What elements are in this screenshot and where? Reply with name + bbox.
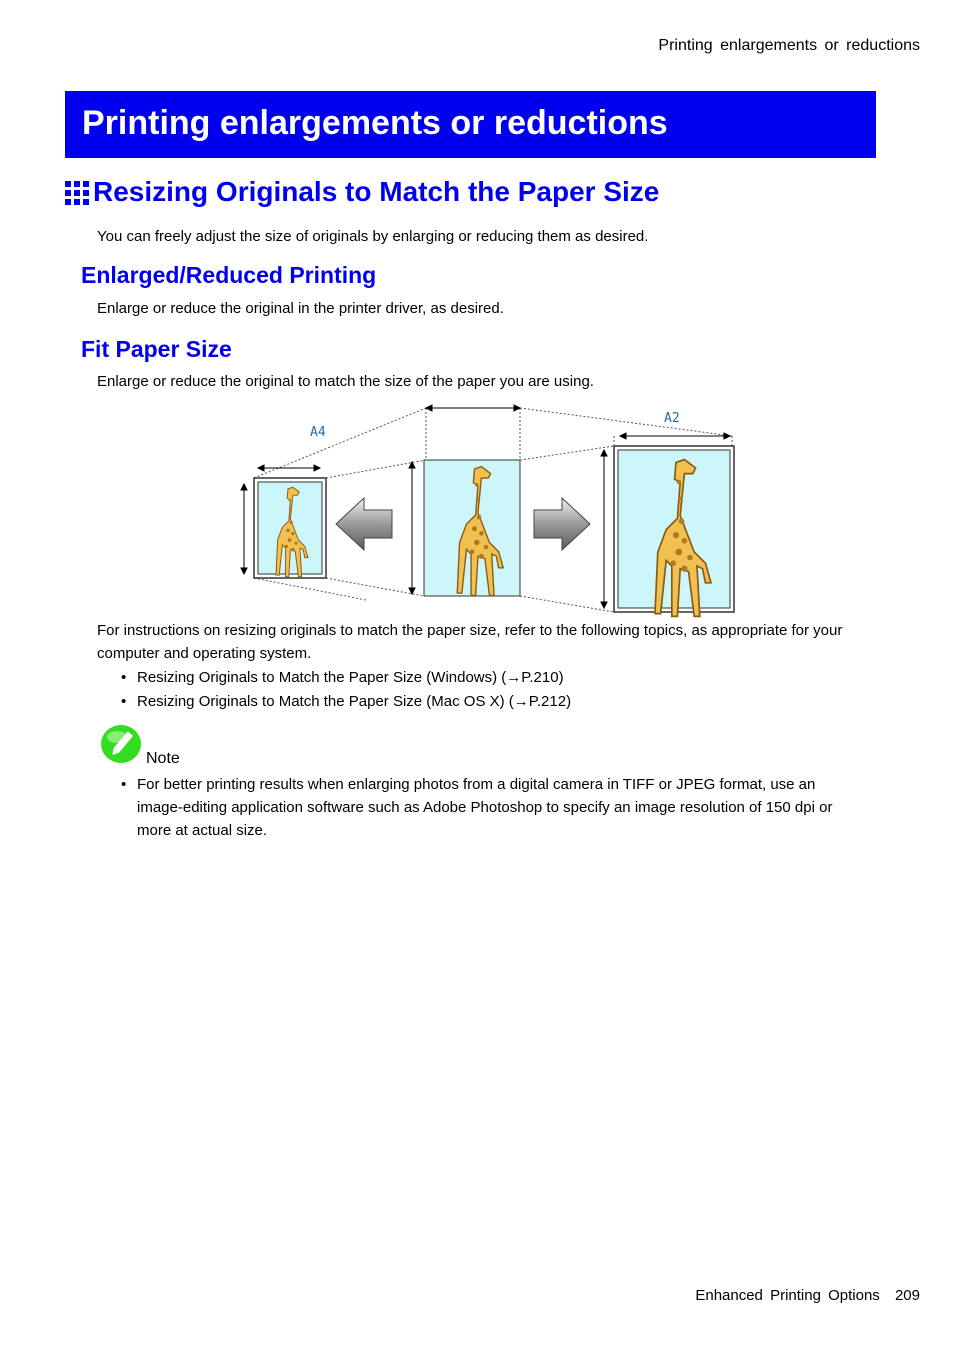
enlarged-text: Enlarge or reduce the original in the printer driver, as desired. — [97, 300, 504, 317]
link-windows[interactable]: • Resizing Originals to Match the Paper Size (Windows) (→P.210) — [121, 666, 571, 690]
page-footer — [695, 1287, 920, 1304]
footer-chapter: Enhanced Printing Options — [695, 1287, 880, 1304]
grid-icon — [65, 181, 89, 205]
page-title: Printing enlargements or reductions — [82, 104, 668, 142]
enlarged-title: Enlarged/Reduced Printing — [81, 262, 377, 288]
fit-title: Fit Paper Size — [81, 336, 232, 362]
pencil-note-icon — [100, 724, 144, 764]
instructions-list — [121, 666, 571, 714]
instructions-text: For instructions on resizing originals to match the paper size, refer to the following topics, as appropriate for your computer and operating system. — [97, 622, 843, 662]
reduce-arrow — [336, 498, 392, 550]
page-number: 209 — [894, 1287, 920, 1304]
enlarge-arrow — [534, 498, 590, 550]
resize-illustration — [236, 400, 740, 618]
label-a2: A2 — [664, 411, 680, 426]
note-item: • For better printing results when enlarging photos from a digital camera in TIFF or JPEG format, use an image-editing application software such as Adobe Photoshop to specify an image resolution of 150 dpi or more at actual size. — [121, 773, 861, 842]
note-label: Note — [146, 750, 180, 767]
fit-text: Enlarge or reduce the original to match the size of the paper you are using. — [97, 373, 594, 390]
running-header: Printing enlargements or reductions — [658, 37, 920, 54]
note-list — [121, 773, 861, 842]
title-bar — [65, 91, 876, 158]
section-title: Resizing Originals to Match the Paper Size — [93, 176, 660, 207]
link-macos[interactable]: • Resizing Originals to Match the Paper Size (Mac OS X) (→P.212) — [121, 690, 571, 714]
label-a4: A4 — [310, 425, 326, 440]
section-intro: You can freely adjust the size of originals by enlarging or reducing them as desired. — [97, 228, 649, 245]
